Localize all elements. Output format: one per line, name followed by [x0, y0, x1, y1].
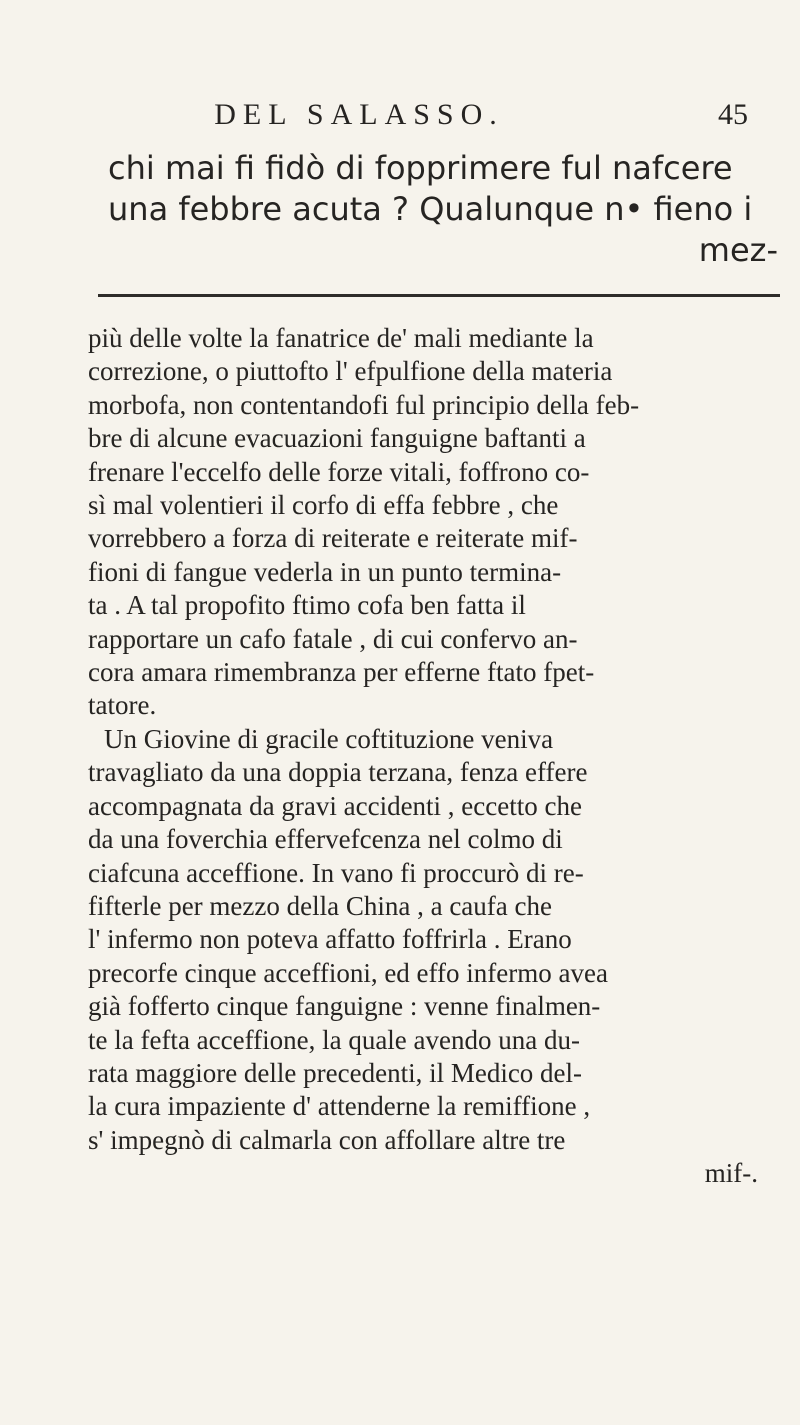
text-line: frenare l'eccelfo delle forze vitali, foffrono co- — [88, 456, 590, 487]
page-number: 45 — [718, 98, 748, 131]
text-line: una febbre acuta ? Qualunque n• fieno i — [108, 190, 753, 228]
text-line: vorrebbero a forza di reiterate e reiterate mif- — [88, 523, 578, 554]
text-line: già fofferto cinque fanguigne : venne finalmen- — [88, 991, 601, 1022]
text-line: da una foverchia effervefcenza nel colmo di — [88, 824, 563, 855]
upper-paragraph — [108, 148, 778, 271]
text-line: fifterle per mezzo della China , a caufa che — [88, 890, 552, 921]
text-line: Un Giovine di gracile coftituzione veniva — [104, 723, 554, 754]
text-line: rata maggiore delle precedenti, il Medico del- — [88, 1057, 583, 1088]
text-line: cora amara rimembranza per efferne ftato fpet- — [88, 657, 595, 688]
text-line: rapportare un cafo fatale , di cui confervo an- — [88, 623, 578, 654]
text-line: tatore. — [88, 690, 157, 721]
text-line: accompagnata da gravi accidenti , eccetto che — [88, 790, 582, 821]
text-line: sì mal volentieri il corfo di effa febbre , che — [88, 490, 559, 521]
text-line: la cura impaziente d' attenderne la remiffione , — [88, 1091, 591, 1122]
text-line: precorfe cinque acceffioni, ed effo infermo avea — [88, 957, 608, 988]
text-line: travagliato da una doppia terzana, fenza effere — [88, 757, 588, 788]
text-line: fioni di fangue vederla in un punto termina- — [88, 556, 562, 587]
text-line: te la fefta acceffione, la quale avendo una du- — [88, 1024, 580, 1055]
lower-paragraph — [88, 322, 778, 1191]
page-header — [0, 98, 800, 138]
text-line: chi mai fi fidò di fopprimere ful nafcere — [108, 149, 733, 187]
catchword: mez- — [698, 231, 778, 269]
footnote-divider — [98, 294, 780, 297]
text-line: morbofa, non contentandofi ful principio della feb- — [88, 389, 640, 420]
running-title: DEL SALASSO. — [214, 98, 504, 131]
text-line: ciafcuna acceffione. In vano fi proccurò di re- — [88, 857, 584, 888]
text-line: ta . A tal propofito ftimo cofa ben fatta il — [88, 590, 526, 621]
text-line: più delle volte la fanatrice de' mali mediante la — [88, 323, 594, 353]
text-line: s' impegnò di calmarla con affollare altre tre — [88, 1124, 566, 1155]
text-line: l' infermo non poteva affatto foffrirla . Erano — [88, 924, 572, 955]
text-line: bre di alcune evacuazioni fanguigne baftanti a — [88, 423, 586, 454]
catchword: mif-. — [704, 1158, 758, 1189]
text-line: correzione, o piuttofto l' efpulfione della materia — [88, 356, 613, 387]
